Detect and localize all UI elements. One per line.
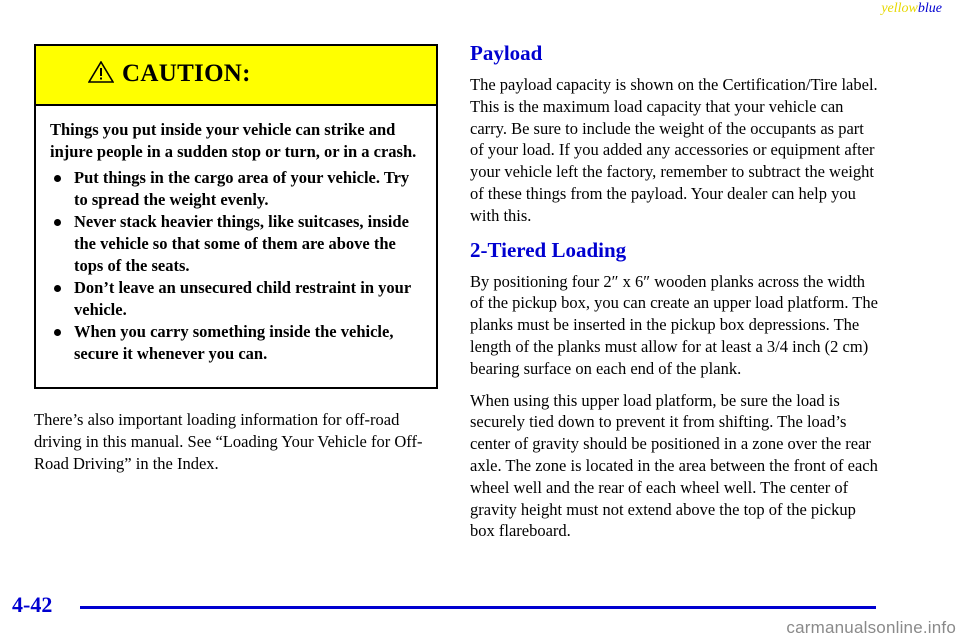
tiered-loading-text-1: By positioning four 2″ x 6″ wooden planks across the width of the pickup box, you can create an upper load platform. The planks must be inserted in the pickup box depressions. The length of the planks must allow for at least a 3/4 inch (2 cm) bearing surface on each end of the plank. <box>470 271 878 378</box>
caution-body <box>36 106 436 365</box>
caution-item <box>50 321 420 365</box>
caution-item-text: When you carry something inside the vehicle, secure it whenever you can. <box>74 322 394 363</box>
caution-item <box>50 167 420 211</box>
caution-intro: Things you put inside your vehicle can strike and injure people in a sudden stop or turn, or in a crash. <box>50 120 417 161</box>
caution-item-text: Don’t leave an unsecured child restraint in your vehicle. <box>74 278 411 319</box>
color-tag-blue: blue <box>917 1 942 16</box>
bullet-icon <box>54 219 61 226</box>
watermark: carmanualsonline.info <box>786 618 956 637</box>
caution-item-text: Put things in the cargo area of your vehicle. Try to spread the weight evenly. <box>74 168 410 209</box>
payload-text: The payload capacity is shown on the Certification/Tire label. This is the maximum load capacity that your vehicle can carry. Be sure to include the weight of the occupants as part of your load. If you added any accessories or equipment after your vehicle left the factory, remember to subtract the weight of these things from the payload. Your dealer can help you with this. <box>470 75 878 225</box>
warning-triangle-icon <box>88 61 114 83</box>
caution-item <box>50 277 420 321</box>
bullet-icon <box>54 329 61 336</box>
tiered-loading-text-2: When using this upper load platform, be sure the load is securely tied down to prevent it from shifting. The load’s center of gravity should be positioned in a zone over the rear axle. The zone is located in the area between the front of each wheel well and the rear of each wheel well. The center of gravity height must not extend above the top of the pickup box flareboard. <box>470 390 878 541</box>
caution-title: CAUTION: <box>122 60 251 87</box>
tiered-loading-heading: 2-Tiered Loading <box>470 237 627 262</box>
caution-header <box>36 46 436 106</box>
payload-heading: Payload <box>470 41 543 65</box>
offroad-loading-note: There’s also important loading information for off-road driving in this manual. See “Loading Your Vehicle for Off-Road Driving” in the Index. <box>34 410 423 473</box>
color-tag-yellow: yellow <box>881 1 918 16</box>
bullet-icon <box>54 285 61 292</box>
caution-item-text: Never stack heavier things, like suitcases, inside the vehicle so that some of them are above the tops of the seats. <box>74 212 409 275</box>
caution-box <box>34 44 438 389</box>
caution-list <box>50 167 420 365</box>
color-tag <box>881 1 942 17</box>
bullet-icon <box>54 175 61 182</box>
right-column <box>470 40 880 552</box>
caution-item <box>50 211 420 277</box>
page-number: 4-42 <box>12 592 53 617</box>
footer-rule <box>80 606 876 609</box>
